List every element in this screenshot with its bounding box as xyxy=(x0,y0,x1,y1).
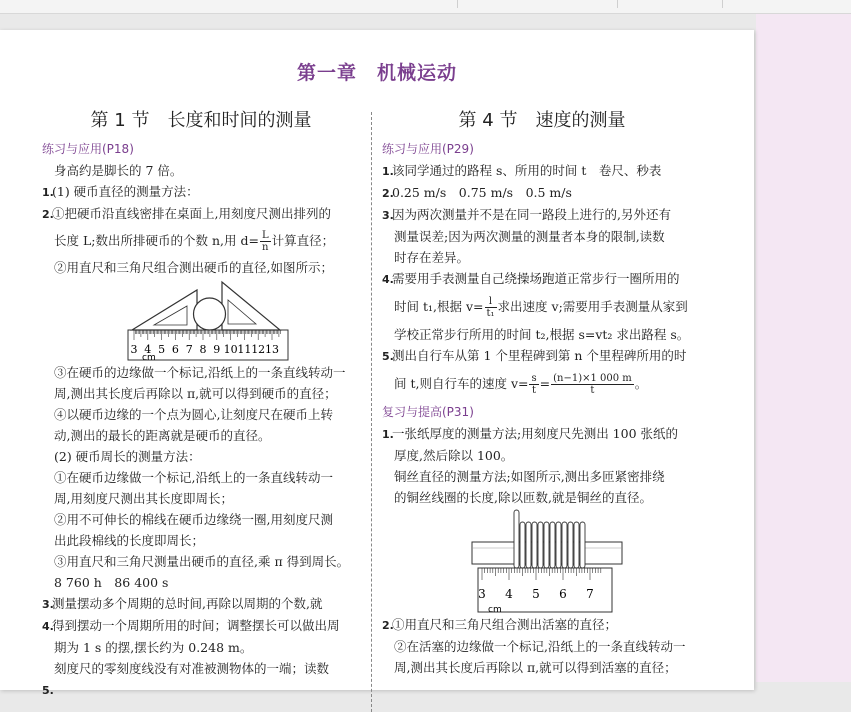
answer-line: 周,测出其长度后再除以 π,就可以得到活塞的直径； xyxy=(394,660,677,675)
coil-turn xyxy=(514,510,519,568)
fraction-numerator: L xyxy=(261,230,269,241)
answer-line xyxy=(382,367,702,401)
fraction-denominator: n xyxy=(262,242,269,253)
answer-line: 铜丝直径的测量方法;如图所示,测出多匝紧密排绕 xyxy=(394,469,665,484)
item-number: 4. xyxy=(42,620,54,633)
wire-coil-figure xyxy=(382,508,702,614)
fraction-numerator: l xyxy=(485,296,497,308)
column-divider xyxy=(371,112,372,712)
answer-line: 学校正常步行所用的时间 t₂,根据 s=vt₂ 求出路程 s。 xyxy=(394,327,690,342)
fraction-numerator: s xyxy=(531,373,537,384)
item-number: 1. xyxy=(382,165,394,178)
fraction-denominator: t₁ xyxy=(486,308,495,319)
coil-turn xyxy=(568,522,573,568)
answer-line: 期为 1 s 的摆,摆长约为 0.248 m。 xyxy=(54,640,253,655)
answer-text: 得到摆动一个周期所用的时间；调整摆长可以做出周 xyxy=(52,618,340,633)
answer-line: ③用直尺和三角尺测量出硬币的直径,乘 π 得到周长。 xyxy=(54,554,350,569)
chapter-title: 第一章 机械运动 xyxy=(296,62,457,84)
answer-text: 时间 t₁,根据 v= xyxy=(394,299,484,314)
ruler-tick-label: 7 xyxy=(586,587,594,601)
coil-turn xyxy=(556,522,561,568)
answer-line: (2) 硬币周长的测量方法： xyxy=(54,449,201,464)
ruler-tick-label: 4 xyxy=(144,343,152,356)
coil-turn xyxy=(520,522,525,568)
answer-line xyxy=(42,181,360,203)
answer-line xyxy=(42,203,360,225)
item-number: 5. xyxy=(382,350,394,363)
answer-text: 该同学通过的路程 s、所用的时间 t 卷尺、秒表 xyxy=(392,163,662,178)
ruler-tick-label: 7 xyxy=(185,343,193,356)
answer-text: ①把硬币沿直线密排在桌面上,用刻度尺测出排列的 xyxy=(52,206,331,221)
ruler-tick-label: 8 xyxy=(199,343,207,356)
right-column xyxy=(382,106,702,678)
left-column xyxy=(42,106,360,701)
fraction xyxy=(551,373,634,396)
ruler-tick-label: 5 xyxy=(532,587,540,601)
answer-line: 出此段棉线的长度即周长； xyxy=(54,533,205,548)
item-number: 1. xyxy=(42,186,54,199)
answer-text: 一张纸厚度的测量方法;用刻度尺先测出 100 张纸的 xyxy=(392,426,679,441)
answer-line: 厚度,然后除以 100。 xyxy=(394,448,514,463)
answer-line: ③在硬币的边缘做一个标记,沿纸上的一条直线转动一 xyxy=(54,365,346,380)
coil-turn xyxy=(574,522,579,568)
fraction-numerator: (n−1)×1 000 m xyxy=(553,373,632,384)
section-title-1: 第 1 节 长度和时间的测量 xyxy=(90,110,312,131)
answer-line xyxy=(382,268,702,290)
answer-line xyxy=(382,204,702,226)
subsection-heading: 练习与应用(P29) xyxy=(382,142,474,156)
coil-turn xyxy=(550,522,555,568)
coil-turn xyxy=(580,522,585,568)
answer-line: 时存在差异。 xyxy=(394,250,470,265)
item-number: 2. xyxy=(382,187,394,200)
coin-ruler-figure xyxy=(42,278,360,362)
answer-line: 8 760 h 86 400 s xyxy=(54,575,169,590)
answer-line xyxy=(42,679,360,701)
document-page xyxy=(0,30,754,697)
ruler-tick-label: 4 xyxy=(505,587,513,601)
fraction-denominator: t xyxy=(590,385,595,396)
ruler-tick-label: 13 xyxy=(265,343,279,356)
item-number: 3. xyxy=(382,209,394,222)
subsection-heading: 练习与应用(P18) xyxy=(42,142,134,156)
answer-text: (1) 硬币直径的测量方法： xyxy=(52,184,199,199)
item-number: 3. xyxy=(42,598,54,611)
fraction xyxy=(485,296,497,319)
ruler-tick-label: 11 xyxy=(237,343,252,356)
answer-text: = xyxy=(539,376,551,391)
coil-turn xyxy=(544,522,549,568)
answer-line: 测量误差;因为两次测量的测量者本身的限制,读数 xyxy=(394,229,665,244)
item-number: 4. xyxy=(382,273,394,286)
answer-line xyxy=(382,614,702,636)
viewer-toolbar xyxy=(0,0,851,14)
answer-line: 身高约是脚长的 7 倍。 xyxy=(54,163,183,178)
ruler-tick-label: 6 xyxy=(559,587,567,601)
answer-line: 刻度尺的零刻度线没有对准被测物体的一端；读数 xyxy=(54,661,330,676)
subsection-heading: 复习与提高(P31) xyxy=(382,405,474,419)
answer-line: ②用不可伸长的棉线在硬币边缘绕一圈,用刻度尺测 xyxy=(54,512,333,527)
answer-line: ②在活塞的边缘做一个标记,沿纸上的一条直线转动一 xyxy=(394,639,686,654)
answer-line: ①在硬币边缘做一个标记,沿纸上的一条直线转动一 xyxy=(54,470,333,485)
ruler-tick-label: 3 xyxy=(478,587,486,601)
coil-turn xyxy=(538,522,543,568)
answer-text: 0.25 m/s 0.75 m/s 0.5 m/s xyxy=(392,185,572,200)
fraction-denominator: t xyxy=(532,385,537,396)
answer-text: 因为两次测量并不是在同一路段上进行的,另外还有 xyxy=(392,207,671,222)
ruler-tick-label: 10 xyxy=(223,343,238,356)
answer-line xyxy=(382,182,702,204)
section-title-4: 第 4 节 速度的测量 xyxy=(458,110,626,131)
answer-text: 测量摆动多个周期的总时间,再除以周期的个数,就 xyxy=(52,596,323,611)
ruler-tick-label: 5 xyxy=(158,343,166,356)
answer-text: 计算直径； xyxy=(271,233,335,248)
answer-text: 。 xyxy=(634,376,648,391)
answer-line xyxy=(42,615,360,637)
answer-text: 需要用手表测量自己绕操场跑道正常步行一圈所用的 xyxy=(392,271,680,286)
answer-line xyxy=(382,290,702,324)
ruler-unit: cm xyxy=(488,605,502,614)
answer-text: 求出速度 v;需要用手表测量从家到 xyxy=(497,299,688,314)
answer-line xyxy=(382,345,702,367)
answer-text: ①用直尺和三角尺组合测出活塞的直径； xyxy=(392,617,618,632)
item-number: 2. xyxy=(42,208,54,221)
item-number: 5. xyxy=(42,684,54,697)
answer-line: 的铜丝线圈的长度,除以匝数,就是铜丝的直径。 xyxy=(394,490,652,505)
answer-line xyxy=(42,593,360,615)
ruler-tick-label: 9 xyxy=(213,343,221,356)
coil-turn xyxy=(526,522,531,568)
answer-line: ④以硬币边缘的一个点为圆心,让刻度尺在硬币上转 xyxy=(54,407,333,422)
answer-text: 间 t,则自行车的速度 v= xyxy=(394,376,529,391)
coil-turn xyxy=(562,522,567,568)
fraction xyxy=(529,373,538,396)
answer-line: 周,测出其长度后再除以 π,就可以得到硬币的直径； xyxy=(54,386,337,401)
answer-line: 周,用刻度尺测出其长度即周长； xyxy=(54,491,233,506)
ruler-tick-label: 12 xyxy=(251,343,266,356)
coil-turn xyxy=(532,522,537,568)
item-number: 1. xyxy=(382,428,394,441)
answer-line xyxy=(382,160,702,182)
ruler-tick-label: 3 xyxy=(130,343,138,356)
answer-text: 长度 L;数出所排硬币的个数 n,用 d= xyxy=(54,233,259,248)
answer-line xyxy=(382,423,702,445)
ruler-unit: cm xyxy=(142,353,156,362)
item-number: 2. xyxy=(382,619,394,632)
side-background xyxy=(756,14,851,682)
answer-text: 测出自行车从第 1 个里程碑到第 n 个里程碑所用的时 xyxy=(392,348,687,363)
answer-line xyxy=(42,225,360,257)
answer-line: ②用直尺和三角尺组合测出硬币的直径,如图所示； xyxy=(54,260,333,275)
answer-line: 动,测出的最长的距离就是硬币的直径。 xyxy=(54,428,271,443)
ruler-tick-label: 6 xyxy=(171,343,179,356)
fraction xyxy=(260,230,271,253)
